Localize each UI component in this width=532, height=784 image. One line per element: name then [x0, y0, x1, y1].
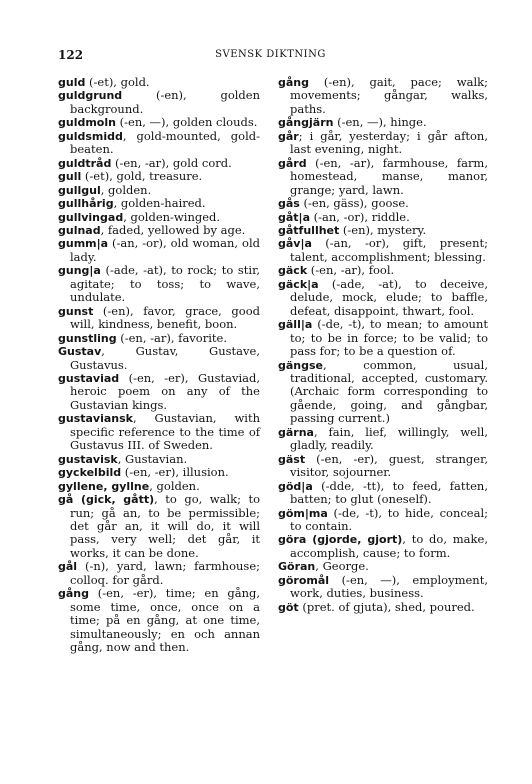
- dictionary-entry: [278, 453, 488, 480]
- dictionary-entry: [278, 480, 488, 507]
- entry-definition: , golden.: [149, 478, 200, 493]
- left-column: [58, 76, 260, 654]
- dictionary-entry: [58, 587, 260, 654]
- dictionary-entry: [58, 493, 260, 560]
- dictionary-entry: [58, 76, 260, 89]
- entry-definition: (-en), favor, grace, good will, kindness, benefit, boon.: [70, 303, 260, 332]
- entry-definition: , George.: [315, 559, 369, 574]
- entry-headword: göromål: [278, 573, 330, 587]
- entry-headword: gumm|a: [58, 237, 109, 251]
- entry-definition: (-de, -t), to hide, conceal; to contain.: [290, 505, 488, 533]
- entry-headword: göm|ma: [278, 506, 328, 520]
- entry-definition: , golden.: [100, 182, 152, 197]
- entry-definition: (-n), yard, lawn; farmhouse; colloq. for gård.: [70, 559, 260, 587]
- entry-headword: gåv|a: [278, 237, 312, 251]
- entry-definition: (-en, —), hinge.: [333, 115, 427, 130]
- entry-headword: gäck: [278, 264, 308, 278]
- dictionary-entry: [278, 574, 488, 601]
- entry-definition: , to go, walk; to run; gå an, to be permissible; det går an, it will do, it will pass, very well; det går, it works, it can be done.: [70, 492, 261, 560]
- entry-definition: , gold-mounted, gold-beaten.: [70, 128, 260, 157]
- entry-definition: (-an, -or), old woman, old lady.: [70, 236, 260, 264]
- entry-definition: , to do, make, accomplish, cause; to form.: [290, 532, 488, 560]
- entry-definition: (pret. of gjuta), shed, poured.: [298, 599, 475, 614]
- entry-headword: gåt|a: [278, 210, 310, 224]
- dictionary-entry: [278, 507, 488, 534]
- entry-headword: går: [278, 129, 299, 143]
- dictionary-entry: [278, 359, 488, 426]
- dictionary-entry: [58, 157, 260, 170]
- entry-headword: gyckelbild: [58, 466, 122, 480]
- entry-definition: (-en, —), employment, work, duties, business.: [290, 572, 488, 601]
- entry-headword: gång: [278, 76, 310, 89]
- entry-headword: guldmoln: [58, 116, 116, 130]
- entry-headword: gäst: [278, 452, 306, 466]
- dictionary-entry: [278, 533, 488, 560]
- entry-definition: (-ade, -at), to rock; to stir, agitate; to toss; to wave, undulate.: [70, 263, 260, 305]
- entry-definition: (-en, gäss), goose.: [299, 196, 409, 211]
- entry-headword: gunstling: [58, 331, 117, 345]
- entry-headword: gå (gick, gått): [58, 493, 155, 507]
- entry-definition: (-en, -ar), gold cord.: [111, 155, 232, 170]
- entry-definition: ; i går, yesterday; i går afton, last evening, night.: [290, 128, 488, 157]
- dictionary-entry: [278, 157, 488, 197]
- entry-headword: gäll|a: [278, 318, 313, 332]
- entry-headword: gustaviad: [58, 371, 120, 385]
- dictionary-entry: [278, 197, 488, 210]
- entry-definition: (-en, -er), time; en gång, some time, once, once on a time; på en gång, at one time, simultaneously; en och annan gång, now and then.: [70, 586, 260, 655]
- entry-headword: gull: [58, 170, 82, 184]
- page-header: [58, 48, 483, 64]
- dictionary-entry: [58, 345, 260, 372]
- dictionary-entry: [58, 237, 260, 264]
- entry-definition: , Gustav, Gustave, Gustavus.: [70, 344, 260, 372]
- dictionary-entry: [278, 560, 488, 573]
- entry-headword: gärna: [278, 425, 314, 439]
- dictionary-entry: [58, 466, 260, 479]
- dictionary-entry: [58, 211, 260, 224]
- entry-definition: , common, usual, traditional, accepted, customary. (Archaic form corresponding to gående, going, and gångbar, passing current.): [290, 357, 488, 426]
- entry-definition: , golden-winged.: [123, 209, 221, 224]
- dictionary-entry: [278, 237, 488, 264]
- dictionary-entry: [58, 372, 260, 412]
- entry-definition: (-en), mystery.: [339, 222, 427, 237]
- dictionary-entry: [278, 318, 488, 358]
- entry-headword: gås: [278, 197, 300, 211]
- entry-headword: gängse: [278, 358, 324, 372]
- entry-headword: Gustav: [58, 345, 102, 359]
- entry-headword: guld: [58, 76, 86, 89]
- entry-headword: gullgul: [58, 183, 101, 197]
- entry-headword: gål: [58, 560, 78, 574]
- dictionary-entry: [278, 130, 488, 157]
- dictionary-entry: [58, 116, 260, 129]
- entry-definition: (-en, -er), Gustaviad, heroic poem on any of the Gustavian kings.: [70, 370, 260, 412]
- dictionary-entry: [58, 130, 260, 157]
- entry-headword: gullhårig: [58, 197, 114, 211]
- entry-definition: (-et), gold, treasure.: [81, 169, 203, 184]
- entry-headword: göt: [278, 600, 299, 614]
- dictionary-entry: [278, 278, 488, 318]
- entry-definition: , golden-haired.: [113, 196, 206, 211]
- entry-definition: (-en), golden background.: [70, 88, 260, 116]
- entry-definition: , fain, lief, willingly, well, gladly, readily.: [290, 424, 488, 453]
- entry-definition: (-en, -er), guest, stranger, visitor, sojourner.: [290, 451, 488, 480]
- dictionary-entry: [58, 453, 260, 466]
- dictionary-entry: [278, 116, 488, 129]
- entry-definition: (-ade, -at), to deceive, delude, mock, elude; to baffle, defeat, disappoint, thwart, fool.: [290, 276, 488, 318]
- dictionary-entry: [278, 76, 488, 116]
- entry-headword: gångjärn: [278, 116, 334, 130]
- dictionary-entry: [278, 426, 488, 453]
- dictionary-entry: [58, 184, 260, 197]
- dictionary-entry: [58, 224, 260, 237]
- dictionary-entry: [58, 264, 260, 304]
- entry-definition: , Gustavian, with specific reference to the time of Gustavus III. of Sweden.: [70, 411, 260, 453]
- dictionary-entry: [58, 89, 260, 116]
- page-number: 122: [58, 48, 84, 62]
- entry-definition: (-dde, -tt), to feed, fatten, batten; to glut (oneself).: [290, 478, 488, 507]
- right-column: [278, 76, 488, 614]
- entry-headword: gäck|a: [278, 277, 319, 291]
- entry-definition: (-en, -ar), farmhouse, farm, homestead, manse, manor, grange; yard, lawn.: [290, 155, 488, 197]
- entry-headword: gustaviansk: [58, 412, 133, 426]
- entry-definition: (-an, -or), gift, present; talent, accomplishment; blessing.: [290, 236, 488, 264]
- dictionary-entry: [278, 601, 488, 614]
- dictionary-entry: [278, 211, 488, 224]
- running-title: SVENSK DIKTNING: [215, 49, 326, 60]
- entry-headword: gung|a: [58, 264, 101, 278]
- entry-headword: gustavisk: [58, 452, 118, 466]
- entry-headword: göd|a: [278, 479, 313, 493]
- entry-headword: guldgrund: [58, 89, 123, 103]
- dictionary-entry: [58, 560, 260, 587]
- dictionary-entry: [58, 412, 260, 452]
- entry-definition: (-en), gait, pace; walk; movements; gångar, walks, paths.: [290, 75, 488, 116]
- entry-definition: (-en, -ar), fool.: [307, 263, 395, 278]
- entry-headword: gång: [58, 587, 90, 601]
- entry-headword: guldtråd: [58, 156, 112, 170]
- entry-definition: (-en, —), golden clouds.: [115, 115, 258, 130]
- entry-definition: (-an, -or), riddle.: [310, 209, 410, 224]
- dictionary-entry: [58, 332, 260, 345]
- entry-headword: guldsmidd: [58, 129, 123, 143]
- entry-headword: gyllene, gyllne: [58, 479, 150, 493]
- entry-headword: Göran: [278, 560, 316, 574]
- dictionary-entry: [58, 480, 260, 493]
- dictionary-entry: [58, 197, 260, 210]
- dictionary-entry: [58, 305, 260, 332]
- entry-definition: , Gustavian.: [117, 451, 188, 466]
- entry-definition: (-en, -er), illusion.: [121, 465, 229, 480]
- entry-headword: gåtfullhet: [278, 223, 340, 237]
- entry-definition: , faded, yellowed by age.: [100, 222, 246, 237]
- entry-definition: (-de, -t), to mean; to amount to; to be in force; to be valid; to pass for; to be a question of.: [290, 317, 488, 359]
- entry-headword: gunst: [58, 304, 94, 318]
- dictionary-entry: [278, 264, 488, 277]
- entry-headword: gullvingad: [58, 210, 124, 224]
- dictionary-entry: [58, 170, 260, 183]
- entry-definition: (-et), gold.: [85, 75, 150, 89]
- dictionary-entry: [278, 224, 488, 237]
- entry-headword: gulnad: [58, 223, 101, 237]
- entry-definition: (-en, -ar), favorite.: [116, 330, 227, 345]
- entry-headword: gård: [278, 156, 307, 170]
- entry-headword: göra (gjorde, gjort): [278, 533, 403, 547]
